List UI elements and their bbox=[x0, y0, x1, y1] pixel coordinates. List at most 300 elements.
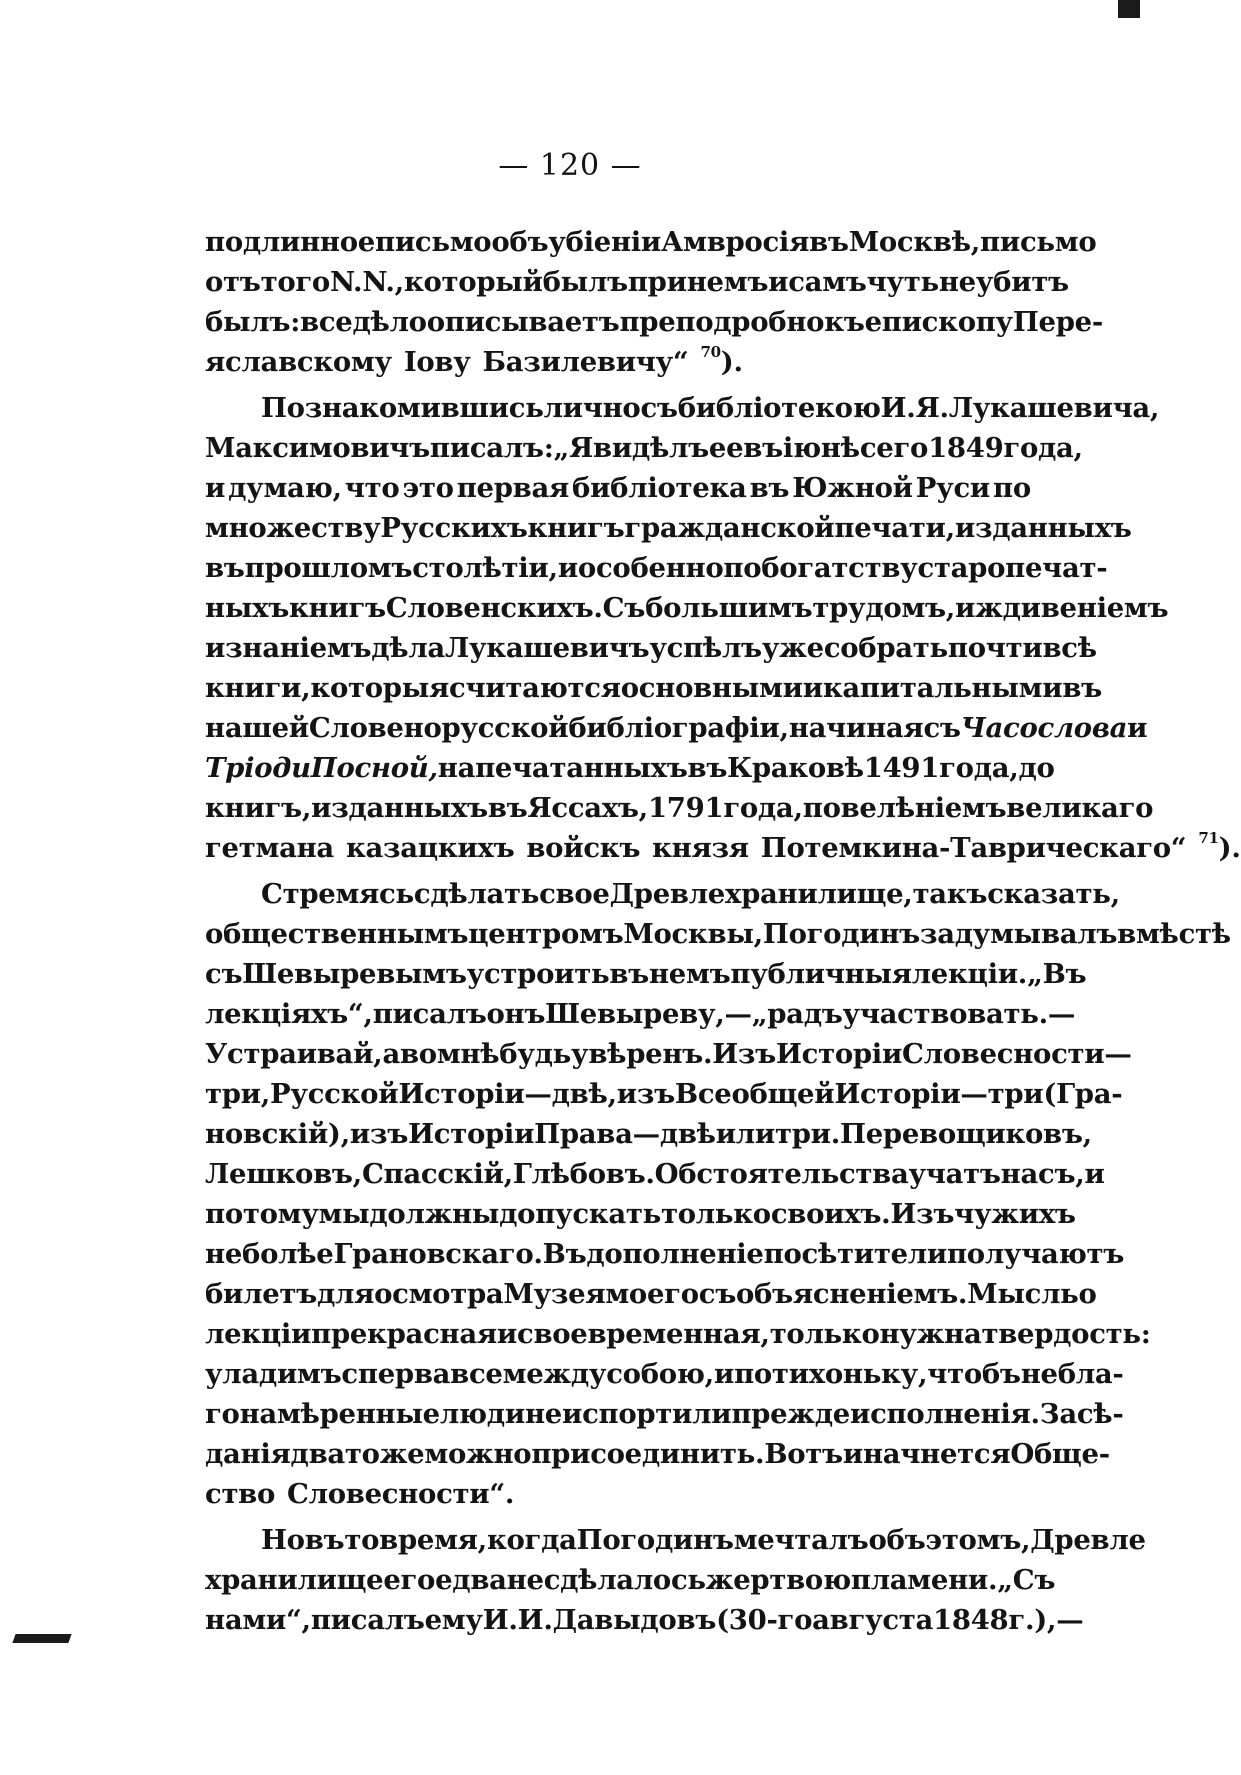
word: епископу bbox=[864, 306, 1013, 338]
word: получаютъ bbox=[946, 1238, 1124, 1270]
word: едва bbox=[435, 1564, 507, 1596]
word: лично bbox=[543, 392, 641, 424]
word: преподробно bbox=[619, 306, 825, 338]
word: исполненія. bbox=[850, 1398, 1040, 1430]
word: Спасскій, bbox=[361, 1158, 513, 1190]
word: Глѣбовъ. bbox=[512, 1158, 655, 1190]
word: Шевыревымъ bbox=[242, 958, 467, 990]
word: и bbox=[496, 1318, 517, 1350]
word: книгъ, bbox=[205, 792, 312, 824]
word: Лукашевича, bbox=[948, 392, 1160, 424]
word: И. bbox=[482, 1604, 518, 1636]
word: множеству bbox=[205, 512, 381, 544]
word: допускать bbox=[499, 1198, 661, 1230]
word: его bbox=[383, 1564, 436, 1596]
word: И. bbox=[517, 1604, 553, 1636]
word: Права—двѣ bbox=[534, 1118, 716, 1150]
word: по bbox=[993, 472, 1031, 504]
text-line bbox=[205, 874, 1120, 914]
word: изданныхъ bbox=[311, 792, 488, 824]
text-line bbox=[205, 954, 1087, 994]
word: трудомъ, bbox=[812, 592, 956, 624]
word: въ bbox=[304, 1524, 345, 1556]
word: въ bbox=[205, 552, 245, 584]
word: нашей bbox=[205, 712, 309, 744]
text-line bbox=[205, 1194, 1076, 1234]
word: гетмана bbox=[205, 832, 334, 864]
word: небла- bbox=[1020, 1358, 1124, 1390]
text-line bbox=[205, 508, 1132, 548]
word: въ bbox=[743, 432, 783, 464]
word: которыя bbox=[310, 672, 450, 704]
word: капитальными bbox=[822, 672, 1063, 704]
word: Перевощиковъ, bbox=[840, 1118, 1092, 1150]
word: Іову bbox=[403, 346, 471, 378]
word: Погодинъ bbox=[576, 1524, 734, 1556]
word: должны bbox=[369, 1198, 500, 1230]
word: мы bbox=[318, 1198, 370, 1230]
word: прекрасная bbox=[311, 1318, 497, 1350]
word: и bbox=[1127, 712, 1148, 744]
word: испортили bbox=[561, 1398, 732, 1430]
word: Съ bbox=[602, 592, 646, 624]
word: Мысль bbox=[967, 1278, 1079, 1310]
word: свое bbox=[539, 878, 610, 910]
word: „Я bbox=[553, 432, 594, 464]
word: сказать, bbox=[987, 878, 1120, 910]
word: — bbox=[724, 998, 752, 1030]
word: іюнѣ bbox=[782, 432, 860, 464]
word: того bbox=[260, 266, 330, 298]
word: „Съ bbox=[997, 1564, 1056, 1596]
word: $^{71}$). bbox=[1198, 828, 1241, 864]
word: потому bbox=[205, 1198, 319, 1230]
word: (Гра- bbox=[1043, 1078, 1123, 1110]
word: писалъ bbox=[310, 1604, 425, 1636]
word: посѣтители bbox=[763, 1238, 947, 1270]
text-line bbox=[205, 628, 1097, 668]
word: къ bbox=[824, 306, 865, 338]
text-line bbox=[205, 914, 1231, 954]
word: данія bbox=[205, 1438, 291, 1470]
word: моего bbox=[605, 1278, 699, 1310]
word: во bbox=[399, 1038, 437, 1070]
word: знаніемъ bbox=[225, 632, 372, 664]
word: (30-го bbox=[716, 1604, 813, 1636]
word: всѣ bbox=[1042, 632, 1097, 664]
word: Русской bbox=[270, 1078, 399, 1110]
text-line bbox=[205, 828, 1241, 868]
word: собрать bbox=[823, 632, 948, 664]
word: насъ, bbox=[1000, 1158, 1085, 1190]
word: гражданской bbox=[624, 512, 835, 544]
word: книгъ bbox=[289, 592, 386, 624]
word: въ bbox=[1062, 672, 1102, 704]
body-text bbox=[205, 222, 1241, 1640]
text-line bbox=[205, 1314, 1151, 1354]
word: 1849 bbox=[928, 432, 1004, 464]
word: съ bbox=[640, 392, 678, 424]
word: письмо bbox=[980, 226, 1097, 258]
word: гонамѣренные bbox=[205, 1398, 440, 1430]
word: чужихъ bbox=[954, 1198, 1076, 1230]
word: лекціяхъ“, bbox=[205, 998, 373, 1030]
text-line bbox=[205, 302, 1103, 342]
word: Я. bbox=[915, 392, 949, 424]
word: старопечат- bbox=[917, 552, 1108, 584]
word: съ bbox=[698, 1278, 737, 1310]
word: лекціи. bbox=[911, 958, 1028, 990]
word: собою, bbox=[606, 1358, 714, 1390]
word: Шевыреву, bbox=[545, 998, 725, 1030]
word: новскій), bbox=[205, 1118, 350, 1150]
word: видѣлъ bbox=[593, 432, 709, 464]
word: повелѣніемъ bbox=[802, 792, 1007, 824]
word: въ bbox=[687, 752, 728, 784]
word: считаются bbox=[449, 672, 621, 704]
word: отъ bbox=[205, 266, 261, 298]
word: мечталъ bbox=[733, 1524, 869, 1556]
word: напечатанныхъ bbox=[437, 752, 688, 784]
word: 1491 bbox=[863, 752, 940, 784]
word: Засѣ- bbox=[1039, 1398, 1124, 1430]
word: Русскихъ bbox=[380, 512, 528, 544]
word: Давыдовъ bbox=[552, 1604, 717, 1636]
word: увѣренъ. bbox=[571, 1038, 713, 1070]
word: самъ bbox=[788, 266, 867, 298]
word: Часослова bbox=[960, 712, 1128, 744]
word: Музея bbox=[503, 1278, 606, 1310]
word: все bbox=[300, 306, 353, 338]
word: Познакомившись bbox=[261, 392, 544, 424]
word: дополненіе bbox=[586, 1238, 764, 1270]
word: ство bbox=[205, 1478, 276, 1510]
word: время, bbox=[379, 1524, 487, 1556]
word: только bbox=[660, 1198, 771, 1230]
word: Словенорусской bbox=[308, 712, 569, 744]
text-line bbox=[205, 668, 1102, 708]
word: потихоньку, bbox=[734, 1358, 928, 1390]
word: три, bbox=[205, 1078, 271, 1110]
word: подлинное bbox=[205, 226, 375, 258]
word: объ bbox=[868, 1524, 926, 1556]
word: года, bbox=[939, 752, 1019, 784]
word: Но bbox=[261, 1524, 305, 1556]
word: Яссахъ, bbox=[527, 792, 648, 824]
word: Лукашевичъ bbox=[444, 632, 650, 664]
word: по bbox=[723, 552, 762, 584]
word: войскъ bbox=[526, 832, 641, 864]
word: И. bbox=[880, 392, 916, 424]
word: особенно bbox=[577, 552, 724, 584]
text-line bbox=[205, 388, 1160, 428]
word: не bbox=[205, 1238, 243, 1270]
word: печати, bbox=[834, 512, 955, 544]
word: Исторіи bbox=[775, 1038, 903, 1070]
word: немъ bbox=[648, 958, 731, 990]
word: билетъ bbox=[205, 1278, 317, 1310]
word: писалъ bbox=[372, 998, 487, 1030]
word: въ bbox=[809, 226, 849, 258]
word: $^{70}$). bbox=[700, 342, 743, 378]
word: письмо bbox=[374, 226, 492, 258]
word: — bbox=[1104, 1038, 1132, 1070]
word: и bbox=[768, 266, 789, 298]
word: между bbox=[502, 1358, 607, 1390]
text-line bbox=[205, 428, 1083, 468]
word: Исторіи bbox=[408, 1118, 535, 1150]
word: это bbox=[402, 472, 454, 504]
text-line bbox=[205, 1074, 1123, 1114]
word: участвовать.— bbox=[842, 998, 1076, 1030]
word: этомъ, bbox=[925, 1524, 1031, 1556]
word: объясненіемъ. bbox=[736, 1278, 968, 1310]
word: сдѣлать bbox=[413, 878, 540, 910]
word: князя bbox=[652, 832, 749, 864]
word: въ bbox=[609, 958, 649, 990]
word: библіотека bbox=[572, 472, 747, 504]
word: въ bbox=[749, 472, 790, 504]
text-line bbox=[205, 548, 1108, 588]
word: ему bbox=[424, 1604, 483, 1636]
word: N.N., bbox=[329, 266, 404, 298]
word: Пере- bbox=[1012, 306, 1103, 338]
word: Потемкина-Таврическаго“ bbox=[760, 832, 1187, 864]
text-line bbox=[205, 1520, 1146, 1560]
word: дѣло bbox=[352, 306, 427, 338]
word: думаю, bbox=[228, 472, 342, 504]
word: болѣе bbox=[242, 1238, 334, 1270]
word: почти bbox=[947, 632, 1043, 664]
word: успѣлъ bbox=[649, 632, 762, 664]
word: и bbox=[205, 472, 226, 504]
word: при bbox=[627, 266, 687, 298]
text-line bbox=[205, 1234, 1124, 1274]
word: или bbox=[715, 1118, 775, 1150]
word: библіографіи, bbox=[568, 712, 789, 744]
text-line bbox=[205, 222, 1097, 262]
word: онъ bbox=[486, 998, 546, 1030]
word: „Въ bbox=[1027, 958, 1087, 990]
word: Максимовичъ bbox=[205, 432, 430, 464]
word: Руси bbox=[915, 472, 991, 504]
word: Исторіи—три bbox=[834, 1078, 1044, 1110]
text-line bbox=[205, 1354, 1124, 1394]
word: Вотъ bbox=[764, 1438, 843, 1470]
word: 1791 bbox=[647, 792, 724, 824]
word: нами“, bbox=[205, 1604, 311, 1636]
word: Погодинъ bbox=[762, 918, 920, 950]
word: большимъ bbox=[645, 592, 813, 624]
word: три. bbox=[774, 1118, 841, 1150]
word: иждивеніемъ bbox=[955, 592, 1169, 624]
word: ныхъ bbox=[205, 592, 289, 624]
text-line bbox=[205, 588, 1169, 628]
word: жертвою bbox=[705, 1564, 851, 1596]
word: Грановскаго. bbox=[333, 1238, 543, 1270]
word: хранилище bbox=[205, 1564, 384, 1596]
word: августа bbox=[812, 1604, 934, 1636]
text-line bbox=[205, 708, 1148, 748]
word: уже bbox=[761, 632, 824, 664]
word: Обще- bbox=[1010, 1438, 1110, 1470]
word: казацкихъ bbox=[345, 832, 515, 864]
word: мнѣ bbox=[436, 1038, 500, 1070]
word: своевременная, bbox=[517, 1318, 770, 1350]
scan-artifact-bottom-left bbox=[12, 1634, 71, 1643]
word: Словесности bbox=[902, 1038, 1105, 1070]
word: когда bbox=[486, 1524, 577, 1556]
word: первая bbox=[456, 472, 570, 504]
word: Древле bbox=[1030, 1524, 1146, 1556]
word: Древлехранилище, bbox=[609, 878, 913, 910]
word: объ bbox=[491, 226, 549, 258]
word: уладимъ bbox=[205, 1358, 342, 1390]
word: что bbox=[344, 472, 400, 504]
text-line bbox=[205, 1560, 1056, 1600]
word: книги, bbox=[205, 672, 311, 704]
word: Словенскихъ. bbox=[385, 592, 603, 624]
text-line bbox=[205, 1154, 1105, 1194]
word: изъ bbox=[349, 1118, 409, 1150]
word: г.),— bbox=[1008, 1604, 1084, 1636]
word: осмотра bbox=[374, 1278, 504, 1310]
word: книгъ bbox=[527, 512, 625, 544]
word: не bbox=[506, 1564, 544, 1596]
word: ее bbox=[708, 432, 744, 464]
word: Москвѣ, bbox=[848, 226, 981, 258]
word: съ bbox=[205, 958, 243, 990]
word: Базилевичу“ bbox=[482, 346, 689, 378]
word: задумывалъ bbox=[919, 918, 1118, 950]
word: съ bbox=[923, 712, 961, 744]
word: центромъ bbox=[468, 918, 624, 950]
word: твердость: bbox=[981, 1318, 1151, 1350]
word: не bbox=[938, 266, 976, 298]
word: люди bbox=[439, 1398, 525, 1430]
word: своихъ. bbox=[770, 1198, 891, 1230]
word: Посной, bbox=[310, 752, 438, 784]
word: будь bbox=[499, 1038, 572, 1070]
text-line bbox=[205, 788, 1154, 828]
word: для bbox=[316, 1278, 375, 1310]
word: можно bbox=[424, 1438, 532, 1470]
word: года, bbox=[723, 792, 803, 824]
text-line bbox=[205, 994, 1076, 1034]
word: и bbox=[713, 1358, 735, 1390]
word: Тріоди bbox=[205, 752, 311, 784]
scan-artifact-top-right bbox=[1118, 0, 1140, 18]
word: прошломъ bbox=[244, 552, 413, 584]
word: изъ bbox=[616, 1078, 675, 1110]
word: два bbox=[290, 1438, 345, 1470]
text-line bbox=[205, 1274, 1097, 1314]
word: и bbox=[557, 552, 578, 584]
word: Москвы, bbox=[623, 918, 763, 950]
word: который bbox=[403, 266, 543, 298]
word: богатству bbox=[761, 552, 918, 584]
text-line bbox=[205, 1034, 1132, 1074]
word: учатъ bbox=[908, 1158, 1001, 1190]
word: тоже bbox=[344, 1438, 425, 1470]
text-line bbox=[205, 342, 1031, 382]
text-line bbox=[205, 1474, 1031, 1514]
word: великаго bbox=[1006, 792, 1154, 824]
word: прежде bbox=[731, 1398, 850, 1430]
word: чуть bbox=[866, 266, 939, 298]
word: Въ bbox=[542, 1238, 587, 1270]
word: сперва bbox=[341, 1358, 451, 1390]
word: и bbox=[1084, 1158, 1105, 1190]
word: начнется bbox=[862, 1438, 1011, 1470]
word: общественнымъ bbox=[205, 918, 469, 950]
word: лекціи bbox=[205, 1318, 312, 1350]
word: изданныхъ bbox=[954, 512, 1132, 544]
word: Стремясь bbox=[261, 878, 414, 910]
word: 1848 bbox=[933, 1604, 1009, 1636]
word: столѣтіи, bbox=[412, 552, 558, 584]
page-number: — 120 — bbox=[498, 148, 642, 183]
word: то bbox=[344, 1524, 380, 1556]
text-line bbox=[205, 1434, 1110, 1474]
word: начиная bbox=[788, 712, 924, 744]
word: Всеобщей bbox=[674, 1078, 835, 1110]
word: Лешковъ, bbox=[205, 1158, 362, 1190]
word: Краковѣ bbox=[727, 752, 864, 784]
text-line bbox=[205, 1114, 1092, 1154]
word: описываетъ bbox=[426, 306, 620, 338]
word: Изъ bbox=[712, 1038, 776, 1070]
word: былъ: bbox=[205, 306, 301, 338]
word: устроить bbox=[466, 958, 610, 990]
word: и bbox=[802, 672, 823, 704]
word: а bbox=[382, 1038, 400, 1070]
word: вмѣстѣ bbox=[1117, 918, 1231, 950]
word: не bbox=[524, 1398, 562, 1430]
word: Устраивай, bbox=[205, 1038, 383, 1070]
word: немъ bbox=[686, 266, 769, 298]
word: нужна bbox=[879, 1318, 982, 1350]
word: публичныя bbox=[730, 958, 912, 990]
word: пламени. bbox=[850, 1564, 998, 1596]
word: основными bbox=[620, 672, 803, 704]
word: только bbox=[769, 1318, 880, 1350]
word: убитъ bbox=[975, 266, 1069, 298]
text-line bbox=[205, 1394, 1124, 1434]
word: Изъ bbox=[890, 1198, 955, 1230]
word: чтобъ bbox=[927, 1358, 1021, 1390]
word: такъ bbox=[912, 878, 988, 910]
word: о bbox=[1078, 1278, 1097, 1310]
word: Словесности“. bbox=[287, 1478, 515, 1510]
text-line bbox=[205, 262, 1069, 302]
word: и bbox=[205, 632, 226, 664]
word: сего bbox=[859, 432, 929, 464]
word: писалъ: bbox=[429, 432, 554, 464]
word: сдѣлалось bbox=[543, 1564, 706, 1596]
text-line bbox=[205, 748, 1055, 788]
word: года, bbox=[1003, 432, 1083, 464]
word: Южной bbox=[792, 472, 913, 504]
word: яславскому bbox=[205, 346, 392, 378]
word: до bbox=[1018, 752, 1055, 784]
word: дѣла bbox=[371, 632, 445, 664]
word: присоединить. bbox=[531, 1438, 765, 1470]
word: и bbox=[842, 1438, 863, 1470]
word: „радъ bbox=[751, 998, 843, 1030]
word: въ bbox=[487, 792, 528, 824]
word: Обстоятельства bbox=[654, 1158, 909, 1190]
